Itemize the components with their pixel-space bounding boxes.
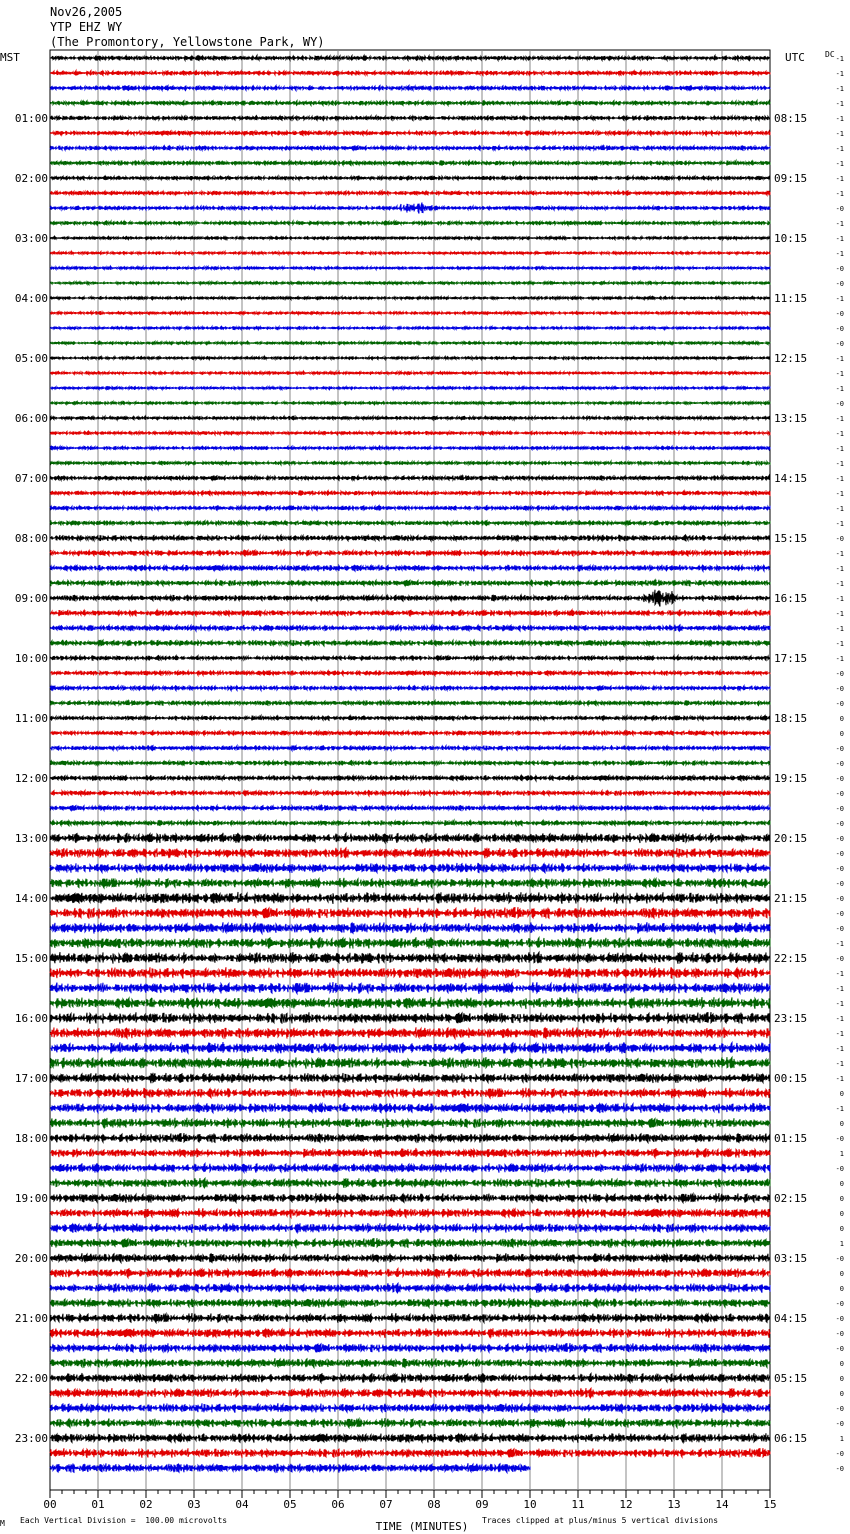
seismic-trace: [50, 356, 770, 359]
seismic-trace: [50, 775, 770, 781]
seismic-trace: [50, 1057, 770, 1069]
scale-note: Each Vertical Division = 100.00 microvolts: [20, 1516, 228, 1525]
dc-offset-label: -1: [835, 130, 844, 138]
x-tick-label: 04: [235, 1498, 249, 1511]
seismic-trace: [50, 326, 770, 329]
dc-offset-label: -0: [835, 820, 844, 828]
dc-offset-label: -0: [835, 1345, 844, 1353]
seismic-trace: [50, 520, 770, 525]
seismic-trace: [50, 1313, 770, 1323]
mst-hour-label: 16:00: [14, 1012, 48, 1025]
utc-hour-label: 12:15: [774, 352, 808, 365]
seismic-trace: [50, 386, 770, 389]
dc-offset-label: -0: [835, 280, 844, 288]
mst-hour-label: 15:00: [14, 952, 48, 965]
seismic-trace: [50, 85, 770, 90]
x-tick-label: 08: [427, 1498, 441, 1511]
seismic-trace: [50, 820, 770, 826]
dc-offset-label: -0: [835, 1330, 844, 1338]
seismic-trace: [50, 505, 770, 510]
seismic-trace: [50, 1268, 770, 1278]
dc-offset-label: -1: [835, 565, 844, 573]
mst-hour-label: 22:00: [14, 1372, 48, 1385]
seismic-trace: [50, 952, 770, 964]
seismic-trace: [50, 341, 770, 344]
dc-offset-label: -0: [835, 670, 844, 678]
dc-offset-label: 1: [839, 1435, 844, 1443]
dc-offset-label: 0: [839, 1285, 844, 1293]
dc-offset-label: -1: [835, 445, 844, 453]
dc-offset-label: -0: [835, 400, 844, 408]
dc-offset-label: -0: [835, 685, 844, 693]
seismic-trace: [50, 266, 770, 269]
utc-label: UTC: [785, 51, 805, 64]
mst-hour-label: 02:00: [14, 172, 48, 185]
seismic-trace: [50, 296, 770, 299]
dc-offset-label: -1: [835, 970, 844, 978]
dc-offset-label: -1: [835, 490, 844, 498]
dc-offset-label: -1: [835, 1075, 844, 1083]
seismic-trace: [50, 1238, 770, 1248]
utc-hour-label: 04:15: [774, 1312, 808, 1325]
seismic-trace: [50, 1433, 770, 1443]
dc-offset-label: -0: [835, 805, 844, 813]
seismic-trace: [50, 685, 770, 690]
seismic-trace: [50, 1388, 770, 1398]
seismic-trace: [50, 805, 770, 811]
dc-offset-label: -0: [835, 895, 844, 903]
seismic-trace: [50, 997, 770, 1009]
seismic-trace: [50, 176, 770, 181]
dc-offset-label: -1: [835, 220, 844, 228]
seismic-trace: [50, 715, 770, 720]
seismic-trace: [50, 1298, 770, 1308]
seismic-trace: [50, 1133, 770, 1143]
dc-offset-label: -1: [835, 115, 844, 123]
seismic-trace: [50, 878, 770, 889]
x-tick-label: 10: [523, 1498, 537, 1511]
mst-hour-label: 23:00: [14, 1432, 48, 1445]
dc-offset-label: -1: [835, 355, 844, 363]
seismic-trace: [50, 535, 770, 541]
x-tick-label: 07: [379, 1498, 393, 1511]
dc-offset-label: 1: [839, 1150, 844, 1158]
mst-hour-label: 18:00: [14, 1132, 48, 1145]
seismic-trace: [50, 145, 770, 150]
seismic-trace: [50, 401, 770, 404]
dc-offset-label: -0: [835, 955, 844, 963]
utc-hour-label: 14:15: [774, 472, 808, 485]
dc-offset-label: -1: [835, 190, 844, 198]
dc-offset-label: -0: [835, 1135, 844, 1143]
dc-offset-label: 0: [839, 1375, 844, 1383]
x-tick-label: 02: [139, 1498, 153, 1511]
dc-offset-label: -1: [835, 1015, 844, 1023]
dc-offset-label: -1: [835, 550, 844, 558]
dc-offset-label: -1: [835, 85, 844, 93]
dc-offset-label: -0: [835, 265, 844, 273]
dc-offset-label: -0: [835, 535, 844, 543]
dc-offset-label: -1: [835, 655, 844, 663]
dc-offset-label: -1: [835, 370, 844, 378]
seismic-trace: [50, 1253, 770, 1263]
dc-offset-label: 0: [839, 1210, 844, 1218]
dc-offset-label: -0: [835, 1165, 844, 1173]
seismic-trace: [50, 203, 770, 214]
dc-offset-label: 0: [839, 1090, 844, 1098]
x-tick-label: 09: [475, 1498, 489, 1511]
dc-offset-label: -1: [835, 160, 844, 168]
dc-offset-label: -1: [835, 70, 844, 78]
seismic-trace: [50, 565, 770, 572]
seismic-trace: [50, 907, 770, 919]
seismic-trace: [50, 730, 770, 735]
seismic-trace: [50, 1208, 770, 1218]
seismic-trace: [50, 116, 770, 121]
seismic-trace: [50, 892, 770, 904]
seismic-trace: [50, 416, 770, 420]
seismic-trace: [50, 833, 770, 843]
dc-offset-label: -1: [835, 55, 844, 63]
seismic-trace: [50, 161, 770, 166]
utc-hour-label: 05:15: [774, 1372, 808, 1385]
dc-offset-label: -1: [835, 295, 844, 303]
dc-offset-label: -1: [835, 610, 844, 618]
dc-offset-label: -0: [835, 1255, 844, 1263]
seismic-trace: [50, 475, 770, 480]
seismic-trace: [50, 1373, 770, 1383]
mst-hour-label: 09:00: [14, 592, 48, 605]
dc-offset-label: 0: [839, 1120, 844, 1128]
dc-offset-label: -1: [835, 430, 844, 438]
utc-hour-label: 17:15: [774, 652, 808, 665]
seismic-trace: [50, 490, 770, 495]
dc-offset-label: -0: [835, 760, 844, 768]
utc-hour-label: 23:15: [774, 1012, 808, 1025]
seismic-trace: [50, 130, 770, 135]
seismic-trace: [50, 967, 770, 978]
mst-hour-label: 01:00: [14, 112, 48, 125]
dc-offset-label: -1: [835, 250, 844, 258]
dc-offset-label: -0: [835, 700, 844, 708]
dc-offset-label: -0: [835, 865, 844, 873]
utc-hour-label: 13:15: [774, 412, 808, 425]
dc-offset-label: 0: [839, 1360, 844, 1368]
utc-hour-label: 01:15: [774, 1132, 808, 1145]
x-tick-label: 00: [43, 1498, 57, 1511]
dc-offset-label: -0: [835, 910, 844, 918]
seismic-trace: [50, 640, 770, 646]
seismic-trace: [50, 1088, 770, 1099]
seismic-trace: [50, 1163, 770, 1173]
dc-offset-label: 0: [839, 730, 844, 738]
x-tick-label: 06: [331, 1498, 345, 1511]
dc-offset-label: -0: [835, 880, 844, 888]
seismic-trace: [50, 982, 770, 994]
station-code: YTP EHZ WY: [50, 20, 123, 34]
dc-offset-label: -1: [835, 145, 844, 153]
dc-offset-label: -1: [835, 175, 844, 183]
mst-hour-label: 21:00: [14, 1312, 48, 1325]
seismic-trace: [50, 446, 770, 450]
clip-note: Traces clipped at plus/minus 5 vertical divisions: [482, 1516, 719, 1525]
dc-header: DC: [825, 50, 835, 59]
dc-offset-label: -1: [835, 100, 844, 108]
dc-offset-label: -0: [835, 340, 844, 348]
seismic-trace: [50, 670, 770, 675]
seismic-trace: [50, 1403, 770, 1413]
dc-offset-label: -0: [835, 1420, 844, 1428]
seismic-trace: [50, 1027, 770, 1038]
seismic-trace: [50, 371, 770, 374]
mst-hour-label: 10:00: [14, 652, 48, 665]
dc-offset-label: -1: [835, 1105, 844, 1113]
dc-offset-label: -1: [835, 1000, 844, 1008]
seismic-trace: [50, 281, 770, 284]
utc-hour-label: 03:15: [774, 1252, 808, 1265]
utc-hour-label: 06:15: [774, 1432, 808, 1445]
utc-hour-label: 21:15: [774, 892, 808, 905]
utc-hour-label: 09:15: [774, 172, 808, 185]
dc-offset-label: -0: [835, 1405, 844, 1413]
dc-offset-label: -0: [835, 835, 844, 843]
seismic-trace: [50, 863, 770, 873]
dc-offset-label: -1: [835, 385, 844, 393]
x-tick-label: 11: [571, 1498, 585, 1511]
mst-hour-label: 07:00: [14, 472, 48, 485]
seismic-trace: [50, 1358, 770, 1368]
seismic-trace: [50, 1193, 770, 1203]
seismic-trace: [50, 236, 770, 239]
seismic-trace: [50, 550, 770, 557]
seismic-trace: [50, 790, 770, 796]
dc-offset-label: 0: [839, 1390, 844, 1398]
x-tick-label: 03: [187, 1498, 201, 1511]
dc-offset-label: -1: [835, 625, 844, 633]
utc-hour-label: 20:15: [774, 832, 808, 845]
seismic-trace: [50, 311, 770, 314]
mst-hour-label: 08:00: [14, 532, 48, 545]
mst-hour-label: 06:00: [14, 412, 48, 425]
utc-hour-label: 15:15: [774, 532, 808, 545]
dc-offset-label: -1: [835, 1030, 844, 1038]
dc-offset-label: 0: [839, 715, 844, 723]
seismic-trace: [50, 1328, 770, 1338]
dc-offset-label: 0: [839, 1270, 844, 1278]
x-tick-label: 13: [667, 1498, 681, 1511]
x-tick-label: 12: [619, 1498, 633, 1511]
seismic-trace: [50, 1343, 770, 1353]
dc-offset-label: -0: [835, 205, 844, 213]
utc-hour-label: 08:15: [774, 112, 808, 125]
dc-offset-label: 0: [839, 1225, 844, 1233]
dc-offset-label: -1: [835, 235, 844, 243]
dc-offset-label: -0: [835, 850, 844, 858]
mst-hour-label: 19:00: [14, 1192, 48, 1205]
x-tick-label: 15: [763, 1498, 777, 1511]
utc-hour-label: 19:15: [774, 772, 808, 785]
dc-offset-label: 0: [839, 1180, 844, 1188]
seismic-trace: [50, 1103, 770, 1114]
dc-offset-label: -0: [835, 1450, 844, 1458]
dc-offset-label: -1: [835, 640, 844, 648]
seismic-trace: [50, 1448, 770, 1458]
mst-hour-label: 14:00: [14, 892, 48, 905]
dc-offset-label: -1: [835, 595, 844, 603]
seismic-trace: [50, 745, 770, 750]
seismic-trace: [50, 655, 770, 660]
dc-offset-label: -1: [835, 505, 844, 513]
dc-offset-label: 0: [839, 1195, 844, 1203]
dc-offset-label: -0: [835, 925, 844, 933]
dc-offset-label: -0: [835, 310, 844, 318]
seismic-trace: [50, 191, 770, 196]
seismic-trace: [50, 625, 770, 632]
mst-hour-label: 20:00: [14, 1252, 48, 1265]
dc-offset-label: -0: [835, 1315, 844, 1323]
utc-hour-label: 11:15: [774, 292, 808, 305]
seismic-trace: [50, 580, 770, 587]
utc-hour-label: 00:15: [774, 1072, 808, 1085]
x-tick-label: 01: [91, 1498, 105, 1511]
plot-date: Nov26,2005: [50, 5, 123, 19]
dc-offset-label: -0: [835, 775, 844, 783]
dc-offset-label: -0: [835, 1300, 844, 1308]
dc-offset-label: -1: [835, 1045, 844, 1053]
dc-offset-label: -0: [835, 790, 844, 798]
seismic-trace: [50, 1148, 770, 1158]
utc-hour-label: 10:15: [774, 232, 808, 245]
mst-label: MST: [0, 51, 20, 64]
seismic-trace: [50, 1073, 770, 1083]
seismic-trace: [50, 55, 770, 60]
dc-offset-label: -1: [835, 1060, 844, 1068]
dc-offset-label: -0: [835, 325, 844, 333]
seismic-trace: [50, 590, 770, 607]
dc-offset-label: -1: [835, 475, 844, 483]
utc-hour-label: 18:15: [774, 712, 808, 725]
dc-offset-label: -1: [835, 985, 844, 993]
dc-offset-label: -1: [835, 415, 844, 423]
seismic-trace: [50, 221, 770, 226]
dc-offset-label: -1: [835, 460, 844, 468]
seismic-trace: [50, 101, 770, 106]
x-tick-label: 05: [283, 1498, 297, 1511]
seismic-trace: [50, 70, 770, 75]
seismic-trace: [50, 1283, 770, 1293]
seismic-trace: [50, 251, 770, 254]
seismic-trace: [50, 1118, 770, 1128]
seismic-trace: [50, 431, 770, 435]
dc-offset-label: -0: [835, 745, 844, 753]
mst-hour-label: 04:00: [14, 292, 48, 305]
seismic-trace: [50, 1012, 770, 1024]
seismic-trace: [50, 760, 770, 765]
utc-hour-label: 16:15: [774, 592, 808, 605]
seismic-trace: [50, 1178, 770, 1188]
seismic-trace: [50, 1418, 770, 1428]
utc-hour-label: 22:15: [774, 952, 808, 965]
seismic-trace: [50, 610, 770, 616]
corner-mark: M: [0, 1519, 5, 1528]
mst-hour-label: 11:00: [14, 712, 48, 725]
utc-hour-label: 02:15: [774, 1192, 808, 1205]
x-tick-label: 14: [715, 1498, 729, 1511]
station-location: (The Promontory, Yellowstone Park, WY): [50, 35, 325, 49]
seismic-trace: [50, 1223, 770, 1233]
seismic-trace: [50, 937, 770, 948]
dc-offset-label: 1: [839, 1240, 844, 1248]
mst-hour-label: 05:00: [14, 352, 48, 365]
mst-hour-label: 12:00: [14, 772, 48, 785]
mst-hour-label: 13:00: [14, 832, 48, 845]
dc-offset-label: -1: [835, 580, 844, 588]
seismic-trace: [50, 700, 770, 705]
seismic-trace: [50, 848, 770, 858]
mst-hour-label: 03:00: [14, 232, 48, 245]
seismic-trace: [50, 1042, 770, 1054]
x-axis-title: TIME (MINUTES): [375, 1520, 469, 1533]
dc-offset-label: -0: [835, 1465, 844, 1473]
mst-hour-label: 17:00: [14, 1072, 48, 1085]
seismic-trace: [50, 461, 770, 465]
seismic-trace: [50, 922, 770, 934]
dc-offset-label: -1: [835, 520, 844, 528]
dc-offset-label: -1: [835, 940, 844, 948]
